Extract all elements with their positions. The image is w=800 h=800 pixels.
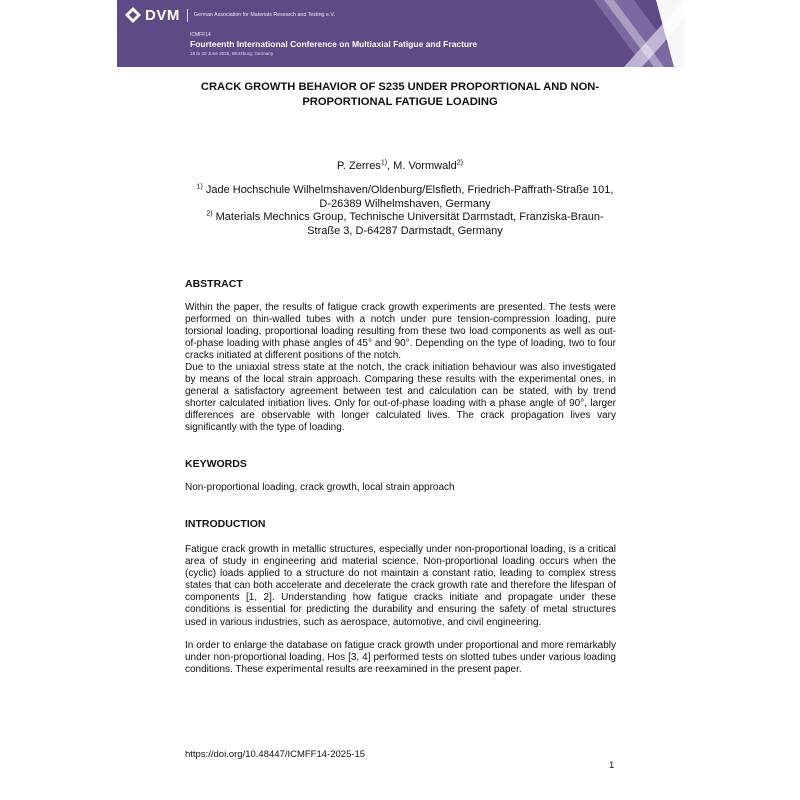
keywords-text: Non-proportional loading, crack growth, local strain approach bbox=[185, 482, 455, 493]
keywords-heading: KEYWORDS bbox=[185, 458, 247, 470]
conference-code: ICMFF14 bbox=[190, 32, 211, 38]
author-2-affil-mark: 2) bbox=[456, 159, 463, 167]
title-line-1: CRACK GROWTH BEHAVIOR OF S235 UNDER PROPORTIONAL AND NON- bbox=[200, 81, 600, 93]
abstract-paragraph-1: Within the paper, the results of fatigue crack growth experiments are presented. The tests were performed on thin-walled tubes with a notch under pure tension-compression loading, pure torsional loading, proportional loading resulting from these two load components as well as out-of-phase loading with phase angles of 45° and 90°. Depending on the type of loading, two to four cracks initiated at different positions of the notch. bbox=[185, 302, 616, 362]
dvm-logo-icon bbox=[124, 6, 142, 24]
conference-title: Fourteenth International Conference on Multiaxial Fatigue and Fracture bbox=[190, 39, 478, 49]
doi-link[interactable]: https://doi.org/10.48447/ICMFF14-2025-15 bbox=[185, 749, 366, 760]
title-line-2: PROPORTIONAL FATIGUE LOADING bbox=[302, 95, 498, 108]
author-separator: , bbox=[387, 160, 394, 172]
conference-dates: 18 to 20 June 2025, Würzburg, Germany bbox=[190, 51, 274, 56]
introduction-paragraph-2: In order to enlarge the database on fatigue crack growth under proportional and more remarkably under non-proportional loading, Hos [3, 4] performed tests on slotted tubes under various loading conditions. These experimental results are reexamined in the present paper. bbox=[185, 640, 616, 676]
conference-banner bbox=[117, 0, 684, 67]
author-2: M. Vormwald bbox=[393, 160, 457, 172]
paper-title bbox=[185, 80, 615, 109]
affiliation-2 bbox=[195, 211, 615, 238]
organization-name: German Association for Materials Research and Testing e.V. bbox=[193, 12, 335, 18]
logo-text: DVM bbox=[145, 6, 180, 24]
introduction-paragraph-1: Fatigue crack growth in metallic structures, especially under non-proportional loading, is a critical area of study in engineering and material science. Non-proportional loading occurs when the (cyclic) loads applied to a structure do not maintain a constant ratio, leading to complex stress states that can both accelerate and decelerate the crack growth rate and therefore the lifespan of components [1, 2]. Understanding how fatigue cracks initiate and propagate under these conditions is essential for predicting the durability and ensuring the safety of metal structures used in various industries, such as aerospace, automotive, and civil engineering. bbox=[185, 544, 616, 628]
affiliation-1-mark: 1) bbox=[196, 183, 203, 191]
author-1: P. Zerres bbox=[337, 160, 381, 172]
introduction-heading: INTRODUCTION bbox=[185, 518, 266, 530]
affiliation-2-text: Materials Mechnics Group, Technische Universität Darmstadt, Franziska-Braun-Straße 3, D-64287 Darmstadt, Germany bbox=[212, 211, 604, 237]
abstract-paragraph-2: Due to the uniaxial stress state at the notch, the crack initiation behaviour was also investigated by means of the local strain approach. Comparing these results with the experimental ones, in general a satisfactory agreement between test and calculation can be stated, with by trend shorter calculated initiation lives. Only for out-of-phase loading with a phase angle of 90°, larger differences are observable with longer calculated lives. The crack propagation lives vary significantly with the type of loading. bbox=[185, 362, 616, 434]
author-1-affil-mark: 1) bbox=[380, 159, 388, 167]
authors bbox=[185, 159, 615, 173]
affiliation-1-text: Jade Hochschule Wilhelmshaven/Oldenburg/Elsfleth, Friedrich-Paffrath-Straße 101, D-26389 Wilhelmshaven, Germany bbox=[202, 184, 614, 210]
logo-divider bbox=[187, 9, 188, 22]
affiliation-1 bbox=[195, 184, 615, 211]
affiliation-2-mark: 2) bbox=[206, 210, 213, 218]
abstract-heading: ABSTRACT bbox=[185, 278, 243, 290]
page-number: 1 bbox=[609, 760, 615, 771]
x-shape-decoration bbox=[594, 0, 684, 67]
